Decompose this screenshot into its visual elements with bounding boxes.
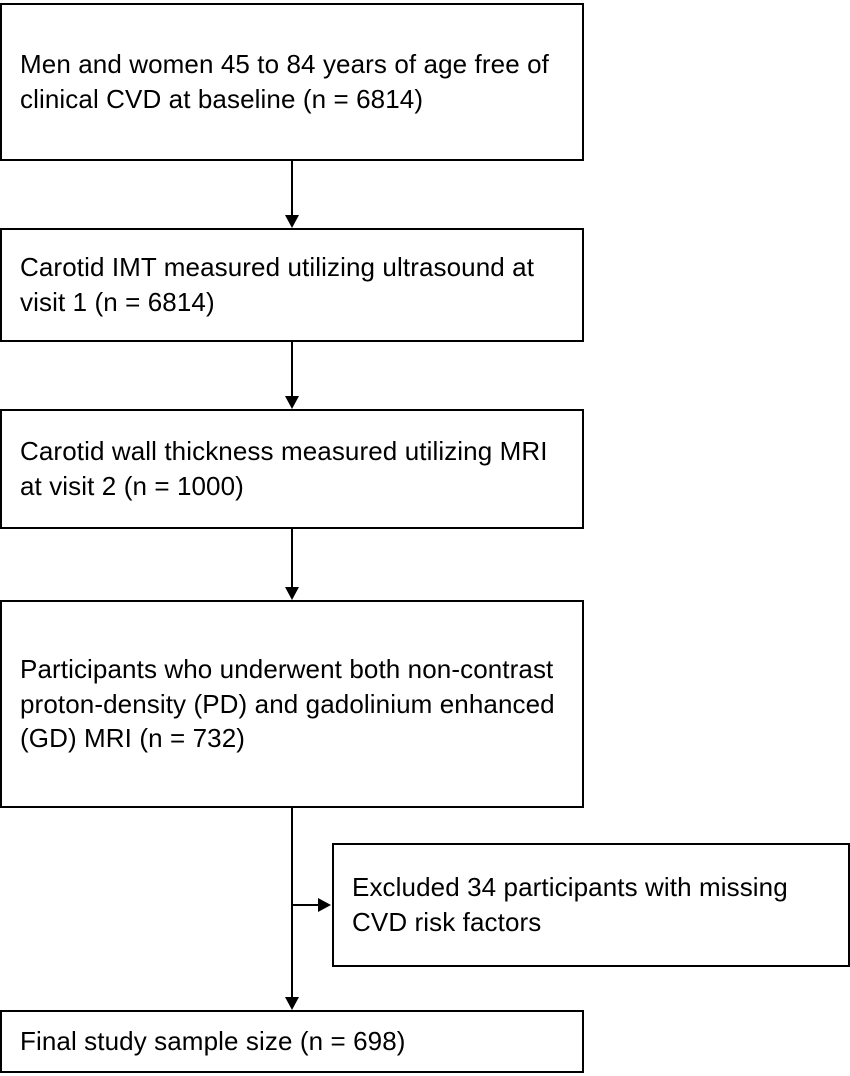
flowchart-node-pdgd-label: Participants who underwent both non-contrast proton-density (PD) and gadolinium enhanced (GD) MRI (n = 732) [20, 654, 555, 754]
flowchart-node-final [0, 1010, 584, 1073]
flowchart-node-imt [0, 228, 584, 342]
arrow-baseline-to-imt [291, 161, 293, 216]
flowchart-node-baseline [0, 3, 584, 161]
arrow-pdgd-to-excluded [292, 904, 318, 906]
flowchart-node-mri-wall-label: Carotid wall thickness measured utilizing MRI at visit 2 (n = 1000) [20, 436, 548, 501]
flowchart-node-final-label: Final study sample size (n = 698) [20, 1026, 406, 1057]
arrow-mri-wall-to-pdgd [291, 529, 293, 588]
flowchart-node-excluded [332, 843, 850, 967]
flowchart-node-excluded-label: Excluded 34 participants with missing CVD risk factors [352, 872, 788, 937]
flowchart-node-pdgd [0, 600, 584, 808]
arrow-pdgd-to-final [291, 808, 293, 998]
flowchart-node-imt-label: Carotid IMT measured utilizing ultrasound at visit 1 (n = 6814) [20, 252, 535, 317]
arrow-imt-to-mri-wall [291, 342, 293, 397]
flowchart-node-mri-wall [0, 409, 584, 529]
flowchart-node-baseline-label: Men and women 45 to 84 years of age free of clinical CVD at baseline (n = 6814) [20, 49, 549, 114]
